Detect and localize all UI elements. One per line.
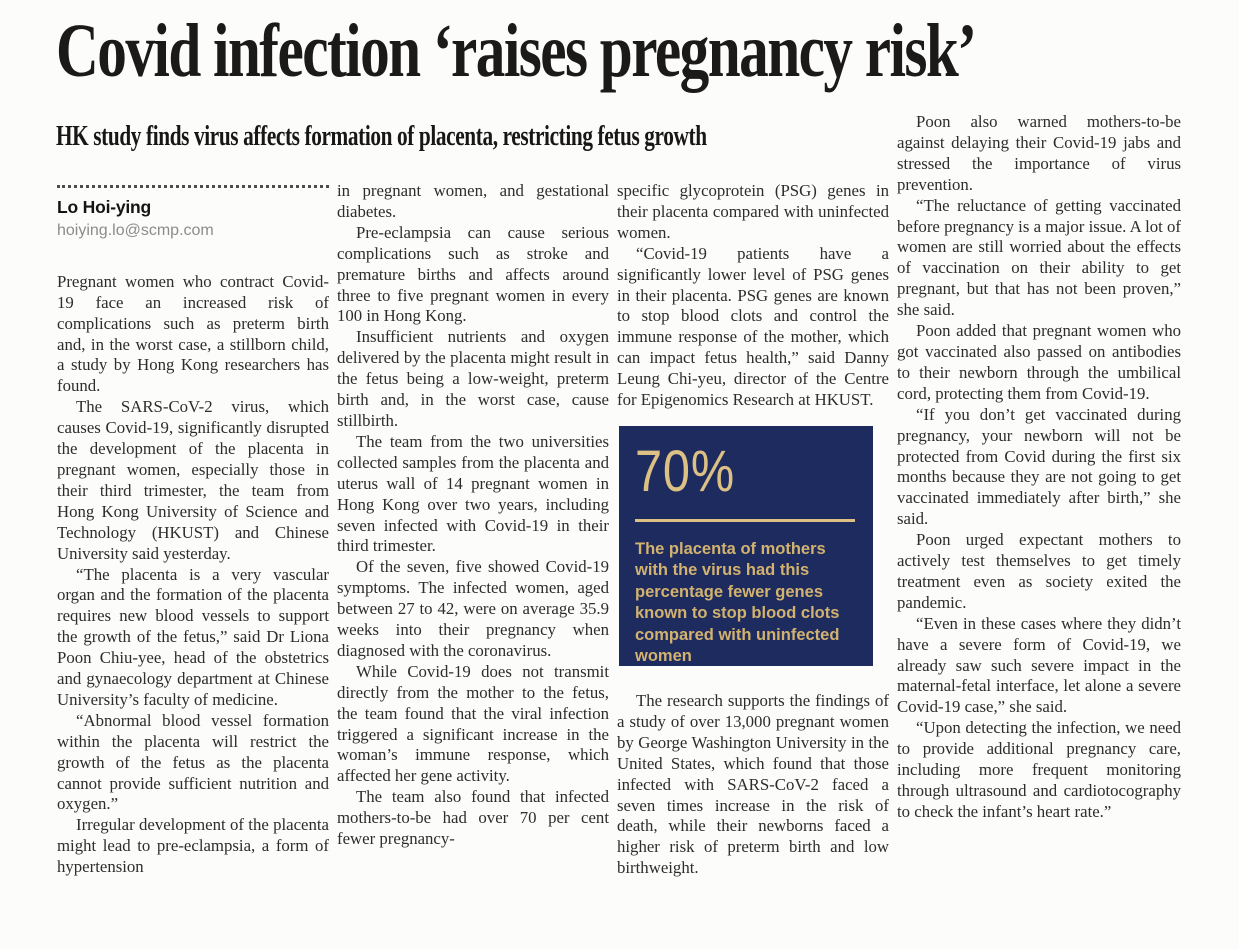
- article-column-2: [337, 181, 609, 850]
- article-paragraph: Poon added that pregnant women who got vaccinated also passed on antibodies to their newborn through the umbilical cord, protecting them from Covid-19.: [897, 321, 1181, 403]
- article-paragraph: Pregnant women who contract Covid-19 face an increased risk of complications such as preterm birth and, in the worst case, a stillborn child, a study by Hong Kong researchers has found.: [57, 271, 329, 396]
- byline-divider: [57, 185, 329, 188]
- article-paragraph: Poon also warned mothers-to-be against delaying their Covid-19 jabs and stressed the importance of virus prevention.: [897, 112, 1181, 194]
- article-paragraph: specific glycoprotein (PSG) genes in their placenta compared with uninfected women.: [617, 181, 889, 242]
- article-paragraph: in pregnant women, and gestational diabetes.: [337, 181, 609, 221]
- stat-divider: [635, 519, 855, 522]
- subheadline: HK study finds virus affects formation of placenta, restricting fetus growth: [56, 121, 707, 152]
- article-paragraph: The team also found that infected mothers-to-be had over 70 per cent fewer pregnancy-: [337, 787, 609, 849]
- stat-value: 70%: [635, 438, 736, 504]
- article-paragraph: While Covid-19 does not transmit directly from the mother to the fetus, the team found that the viral infection triggered a significant increase in the woman’s immune response, which affected her gene activity.: [337, 661, 609, 786]
- article-paragraph: “The placenta is a very vascular organ and the formation of the placenta requires new blood vessels to support the growth of the fetus,” said Dr Liona Poon Chiu-yee, head of the obstetrics and gynaecology department at Chinese University’s faculty of medicine.: [57, 564, 329, 709]
- article-paragraph: The SARS-CoV-2 virus, which causes Covid-19, significantly disrupted the development of the placenta in pregnant women, especially those in their third trimester, the team from Hong Kong University of Science and Technology (HKUST) and Chinese University said yesterday.: [57, 397, 329, 563]
- article-paragraph: The research supports the findings of a study of over 13,000 pregnant women by George Washington University in the United States, which found that those infected with SARS-CoV-2 faced a seven times increase in the risk of death, while their newborns faced a higher risk of preterm birth and low birthweight.: [617, 690, 889, 878]
- article-paragraph: “Upon detecting the infection, we need to provide additional pregnancy care, including more frequent monitoring through ultrasound and cardiotocography to check the infant’s heart rate.”: [897, 718, 1181, 821]
- stat-infobox: [619, 426, 873, 666]
- article-paragraph: Of the seven, five showed Covid-19 symptoms. The infected women, aged between 27 to 42, were on average 35.9 weeks into their pregnancy when diagnosed with the coronavirus.: [337, 557, 609, 660]
- byline: [57, 185, 329, 242]
- article-paragraph: “If you don’t get vaccinated during pregnancy, your newborn will not be protected from Covid during the first six months because they are not going to get vaccinated immediately after birth,” she said.: [897, 404, 1181, 529]
- byline-email: hoiying.lo@scmp.com: [57, 221, 214, 239]
- article-paragraph: The team from the two universities collected samples from the placenta and uterus wall of 14 pregnant women in Hong Kong over two years, including seven infected with Covid-19 in their third trimester.: [337, 431, 609, 556]
- article-paragraph: Poon urged expectant mothers to actively test themselves to get timely treatment even as society exited the pandemic.: [897, 530, 1181, 612]
- stat-caption: The placenta of mothers with the virus had this percentage fewer genes known to stop blood clots compared with uninfected women: [635, 539, 840, 666]
- article-column-3: [617, 181, 889, 879]
- article-paragraph: “Abnormal blood vessel formation within the placenta will restrict the growth of the fetus as the placenta cannot provide sufficient nutrition and oxygen.”: [57, 710, 329, 814]
- article-paragraph: Irregular development of the placenta might lead to pre-eclampsia, a form of hypertension: [57, 815, 329, 877]
- article-paragraph: Insufficient nutrients and oxygen delivered by the placenta might result in the fetus being a low-weight, preterm birth and, in the worst case, cause stillbirth.: [337, 327, 609, 430]
- article-paragraph: “Even in these cases where they didn’t have a severe form of Covid-19, we already saw such severe impact in the maternal-fetal interface, let alone a severe Covid-19 case,” she said.: [897, 613, 1181, 717]
- article-column-4: [897, 112, 1181, 823]
- article-paragraph: “Covid-19 patients have a significantly lower level of PSG genes in their placenta. PSG genes are known to stop blood clots and control the immune response of the mother, which can impact fetus health,” said Danny Leung Chi-yeu, director of the Centre for Epigenomics Research at HKUST.: [617, 243, 889, 410]
- article-column-1: [57, 181, 329, 878]
- byline-author: Lo Hoi-ying: [57, 197, 152, 217]
- headline: Covid infection ‘raises pregnancy risk’: [56, 9, 976, 93]
- article-paragraph: Pre-eclampsia can cause serious complications such as stroke and premature births and affects around three to five pregnant women in every 100 in Hong Kong.: [337, 222, 609, 326]
- article-paragraph: “The reluctance of getting vaccinated before pregnancy is a major issue. A lot of women are still worried about the effects of vaccination on their ability to get pregnant, but that has not been proven,” she said.: [897, 195, 1181, 320]
